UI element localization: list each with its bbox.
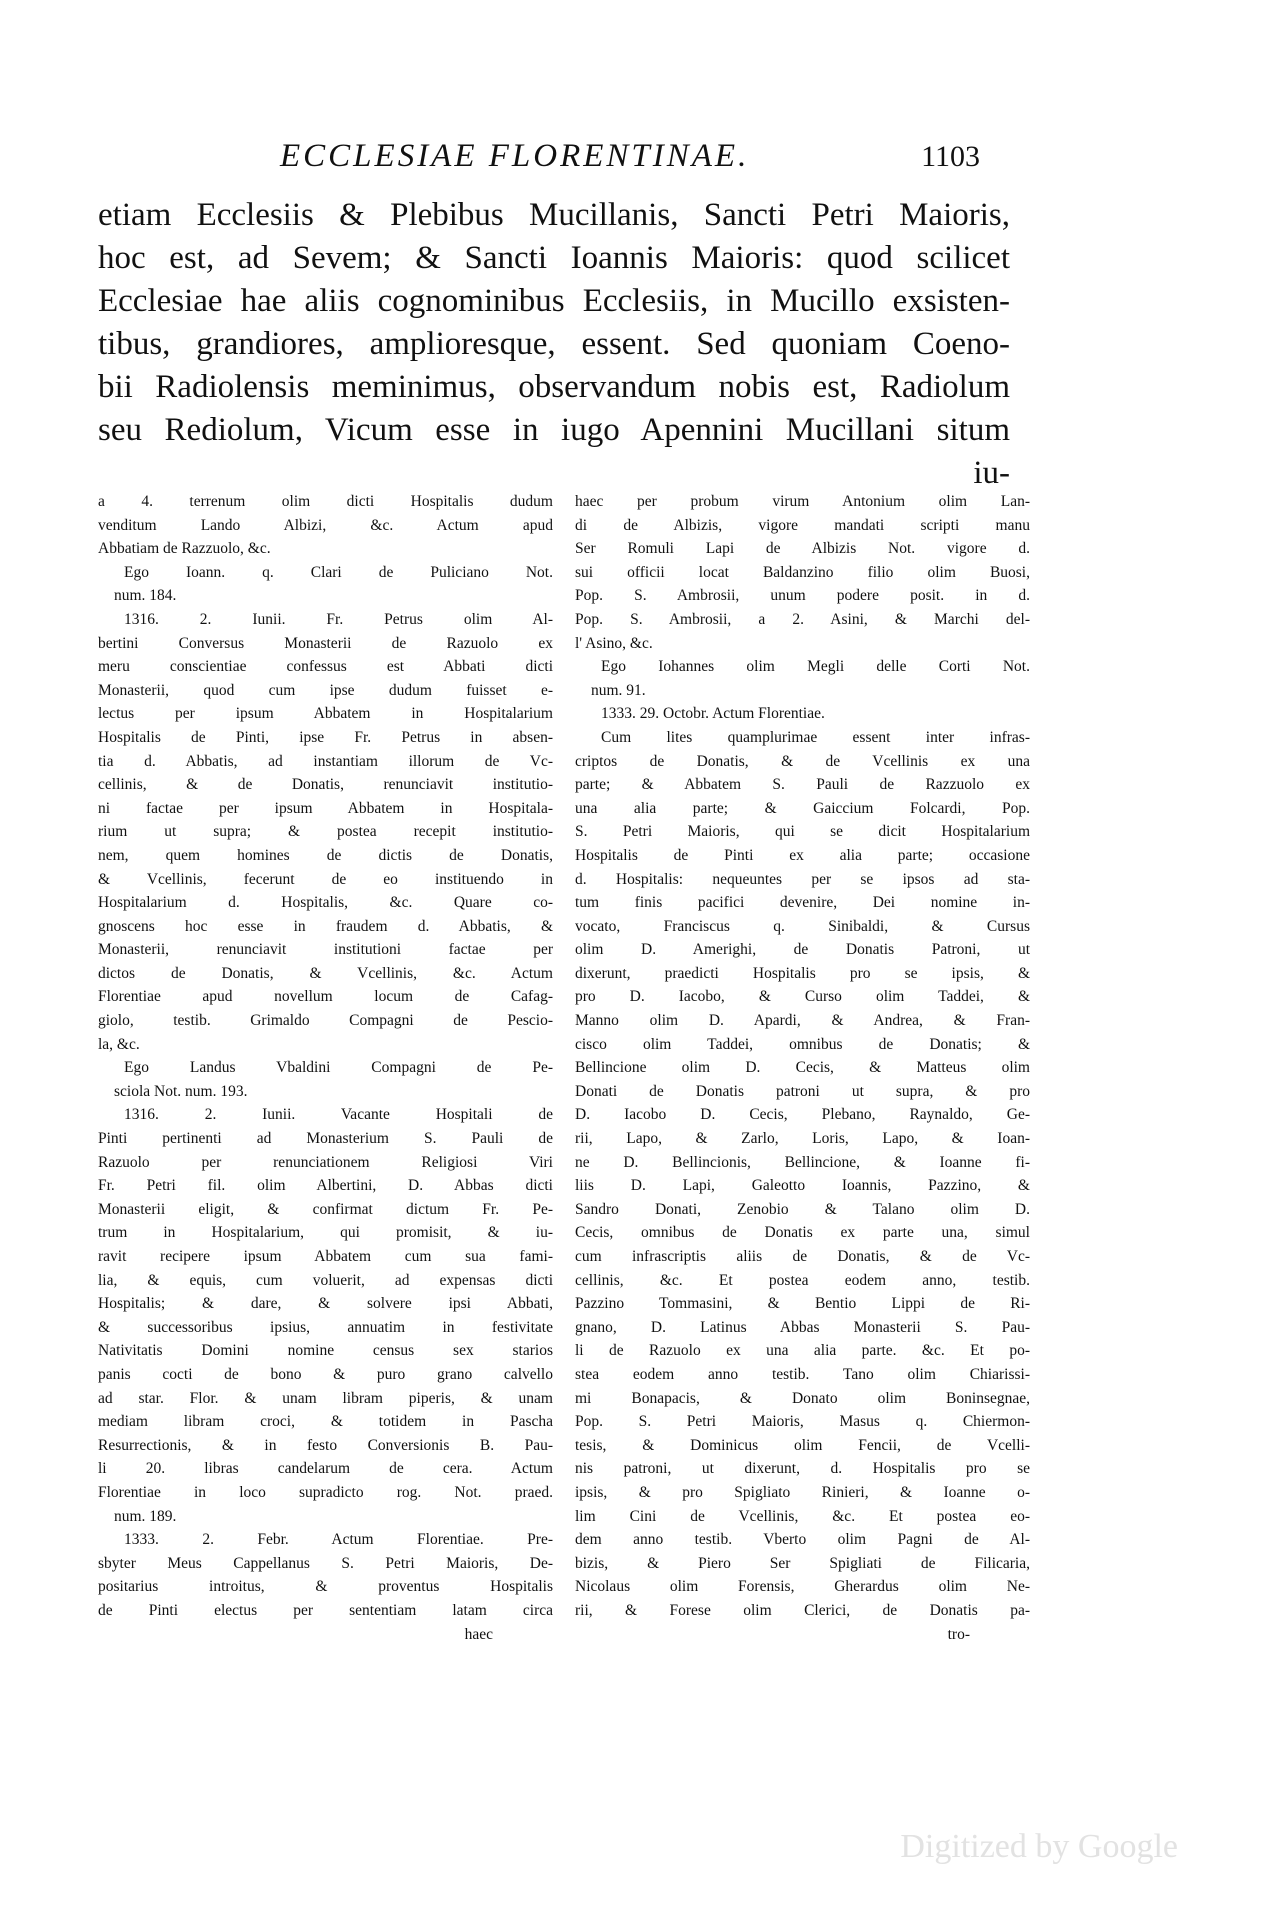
right-column-line: cum infrascriptis aliis de Donatis, & de Vc- [575, 1248, 1030, 1265]
left-column-line: gnoscens hoc esse in fraudem d. Abbatis, & [98, 917, 553, 935]
left-column-line: tia d. Abbatis, ad instantiam illorum de Vc- [98, 752, 553, 770]
main-text-line: iu- [973, 455, 1010, 491]
left-column-line: de Pinti electus per sententiam latam circa [98, 1601, 553, 1619]
right-column-line: nis patroni, ut dixerunt, d. Hospitalis pro se [575, 1460, 1030, 1478]
left-column-line: lia, & equis, cum voluerit, ad expensas dicti [98, 1271, 553, 1289]
right-column-line: dixerunt, praedicti Hospitalis pro se ipsis, & [575, 964, 1030, 982]
left-column-line: Fr. Petri fil. olim Albertini, D. Abbas dicti [98, 1177, 553, 1195]
left-column-line: Hospitalis; & dare, & solvere ipsi Abbati, [98, 1295, 553, 1313]
right-column-line: Nicolaus olim Forensis, Gherardus olim Ne- [575, 1578, 1030, 1596]
left-column-line: sbyter Meus Cappellanus S. Petri Maioris, De- [98, 1554, 553, 1572]
left-column-line: panis cocti de bono & puro grano calvello [98, 1365, 553, 1383]
left-column-line: trum in Hospitalarium, qui promisit, & iu- [98, 1224, 553, 1242]
right-column-line: pro D. Iacobo, & Curso olim Taddei, & [575, 988, 1030, 1006]
left-column-line: meru conscientiae confessus est Abbati dicti [98, 658, 553, 676]
left-column-line: Razuolo per renunciationem Religiosi Viri [98, 1153, 553, 1171]
left-column-line: la, &c. [98, 1035, 140, 1053]
left-footnote-column [98, 490, 553, 1646]
left-column-line: nem, quem homines de dictis de Donatis, [98, 846, 553, 864]
right-column-line: cellinis, &c. Et postea eodem anno, testib. [575, 1271, 1030, 1289]
main-text-line: hoc est, ad Sevem; & Sancti Ioannis Maioris: quod scilicet [98, 240, 1010, 276]
right-column-line: di de Albizis, vigore mandati scripti manu [575, 516, 1030, 534]
scan-watermark: Digitized by Google [900, 1828, 1178, 1865]
left-column-line: ad star. Flor. & unam libram piperis, & unam [98, 1389, 553, 1407]
right-column-line: stea eodem anno testib. Tano olim Chiarissi- [575, 1365, 1030, 1383]
right-column-line: Ser Romuli Lapi de Albizis Not. vigore d. [575, 540, 1030, 558]
right-column-line: bizis, & Piero Ser Spigliati de Filicaria, [575, 1554, 1030, 1572]
right-column-line: sui officii locat Baldanzino filio olim Buosi, [575, 563, 1030, 581]
left-column-line: Resurrectionis, & in festo Conversionis B. Pau- [98, 1436, 553, 1454]
page-number: 1103 [921, 140, 980, 173]
left-column-line: 1316. 2. Iunii. Fr. Petrus olim Al- [124, 610, 553, 628]
left-column-line: Hospitalarium d. Hospitalis, &c. Quare co- [98, 894, 553, 912]
right-column-line: Pop. S. Ambrosii, a 2. Asini, & Marchi del- [575, 610, 1030, 628]
right-column-line: Ego Iohannes olim Megli delle Corti Not. [601, 658, 1030, 676]
left-column-line: ravit recipere ipsum Abbatem cum sua fami- [98, 1248, 553, 1265]
right-column-line: tro- [947, 1625, 970, 1643]
right-column-line: D. Iacobo D. Cecis, Plebano, Raynaldo, Ge- [575, 1106, 1030, 1124]
left-column-line: 1316. 2. Iunii. Vacante Hospitali de [124, 1106, 553, 1124]
left-column-line: mediam libram croci, & totidem in Pascha [98, 1413, 553, 1431]
main-text-line: Ecclesiae hae aliis cognominibus Ecclesiis, in Mucillo exsisten- [98, 283, 1010, 319]
right-column-line: Manno olim D. Apardi, & Andrea, & Fran- [575, 1012, 1030, 1030]
left-column-line: ni factae per ipsum Abbatem in Hospitala- [98, 799, 553, 817]
right-column-line: Sandro Donati, Zenobio & Talano olim D. [575, 1200, 1030, 1218]
main-text-line: bii Radiolensis meminimus, observandum nobis est, Radiolum [98, 369, 1010, 405]
left-column-line: 1333. 2. Febr. Actum Florentiae. Pre- [124, 1531, 553, 1549]
page-header [280, 138, 980, 182]
main-text-line: tibus, grandiores, amplioresque, essent. Sed quoniam Coeno- [98, 326, 1010, 362]
right-column-line: Pop. S. Petri Maioris, Masus q. Chiermon- [575, 1413, 1030, 1431]
left-column-line: bertini Conversus Monasterii de Razuolo ex [98, 634, 553, 652]
right-column-line: haec per probum virum Antonium olim Lan- [575, 493, 1030, 510]
right-column-line: Cum lites quamplurimae essent inter infras- [601, 728, 1030, 746]
right-column-line: tesis, & Dominicus olim Fencii, de Vcelli- [575, 1436, 1030, 1454]
left-column-line: num. 189. [114, 1507, 177, 1525]
right-column-line: ne D. Bellincionis, Bellincione, & Ioanne fi- [575, 1153, 1030, 1171]
right-column-line: Pazzino Tommasini, & Bentio Lippi de Ri- [575, 1295, 1030, 1313]
left-column-line: venditum Lando Albizi, &c. Actum apud [98, 516, 553, 534]
right-column-line: Hospitalis de Pinti ex alia parte; occasione [575, 846, 1030, 864]
right-column-line: Pop. S. Ambrosii, unum podere posit. in d. [575, 587, 1030, 605]
right-column-line: ipsis, & pro Spigliato Rinieri, & Ioanne o- [575, 1483, 1030, 1501]
right-column-line: gnano, D. Latinus Abbas Monasterii S. Pau- [575, 1318, 1030, 1336]
right-column-line: num. 91. [591, 681, 646, 699]
right-column-line: 1333. 29. Octobr. Actum Florentiae. [601, 705, 825, 723]
right-column-line: d. Hospitalis: nequeuntes per se ipsos ad sta- [575, 870, 1030, 888]
right-column-line: mi Bonapacis, & Donato olim Boninsegnae, [575, 1389, 1030, 1407]
left-column-line: lectus per ipsum Abbatem in Hospitalarium [98, 705, 553, 723]
main-text-line: etiam Ecclesiis & Plebibus Mucillanis, Sancti Petri Maioris, [98, 197, 1010, 233]
left-column-line: a 4. terrenum olim dicti Hospitalis dudum [98, 493, 553, 510]
left-column-line: li 20. libras candelarum de cera. Actum [98, 1460, 553, 1478]
left-column-line: Florentiae in loco supradicto rog. Not. praed. [98, 1483, 553, 1501]
right-column-line: cisco olim Taddei, omnibus de Donatis; & [575, 1035, 1030, 1053]
left-column-line: Ego Landus Vbaldini Compagni de Pe- [124, 1059, 553, 1077]
left-column-line: num. 184. [114, 587, 177, 605]
left-column-line: Hospitalis de Pinti, ipse Fr. Petrus in absen- [98, 728, 553, 746]
left-column-line: rium ut supra; & postea recepit institutio- [98, 823, 553, 841]
left-column-line: haec [464, 1625, 493, 1643]
left-column-line: & successoribus ipsius, annuatim in festivitate [98, 1318, 553, 1336]
right-column-line: S. Petri Maioris, qui se dicit Hospitalarium [575, 823, 1030, 841]
right-column-line: criptos de Donatis, & de Vcellinis ex una [575, 752, 1030, 770]
right-column-line: Donati de Donatis patroni ut supra, & pro [575, 1082, 1030, 1100]
right-column-line: olim D. Amerighi, de Donatis Patroni, ut [575, 941, 1030, 959]
left-column-line: & Vcellinis, fecerunt de eo instituendo in [98, 870, 553, 888]
left-column-line: giolo, testib. Grimaldo Compagni de Pescio- [98, 1012, 553, 1030]
left-column-line: Pinti pertinenti ad Monasterium S. Pauli de [98, 1130, 553, 1148]
right-column-line: Bellincione olim D. Cecis, & Matteus olim [575, 1059, 1030, 1077]
right-column-line: una alia parte; & Gaiccium Folcardi, Pop. [575, 799, 1030, 817]
left-column-line: Monasterii eligit, & confirmat dictum Fr. Pe- [98, 1200, 553, 1218]
running-head: ECCLESIAE FLORENTINAE. [280, 138, 750, 174]
main-text-block [98, 194, 1010, 495]
right-column-line: dem anno testib. Vberto olim Pagni de Al- [575, 1531, 1030, 1549]
main-text-line: seu Rediolum, Vicum esse in iugo Apennini Mucillani situm [98, 412, 1010, 448]
left-column-line: dictos de Donatis, & Vcellinis, &c. Actum [98, 964, 553, 982]
right-column-line: Cecis, omnibus de Donatis ex parte una, simul [575, 1224, 1030, 1242]
right-column-line: lim Cini de Vcellinis, &c. Et postea eo- [575, 1507, 1030, 1525]
left-column-line: Nativitatis Domini nomine census sex starios [98, 1342, 553, 1360]
left-column-line: cellinis, & de Donatis, renunciavit institutio- [98, 776, 553, 794]
right-column-line: liis D. Lapi, Galeotto Ioannis, Pazzino, & [575, 1177, 1030, 1195]
left-column-line: Florentiae apud novellum locum de Cafag- [98, 988, 553, 1006]
left-column-line: Abbatiam de Razzuolo, &c. [98, 540, 271, 558]
right-column-line: vocato, Franciscus q. Sinibaldi, & Cursus [575, 917, 1030, 935]
left-column-line: Ego Ioann. q. Clari de Puliciano Not. [124, 563, 553, 581]
left-column-line: Monasterii, quod cum ipse dudum fuisset e- [98, 681, 553, 699]
right-column-line: tum finis pacifici devenire, Dei nomine in- [575, 894, 1030, 912]
right-column-line: li de Razuolo ex una alia parte. &c. Et po- [575, 1342, 1030, 1360]
right-column-line: rii, Lapo, & Zarlo, Loris, Lapo, & Ioan- [575, 1130, 1030, 1148]
left-column-line: Monasterii, renunciavit institutioni factae per [98, 941, 553, 959]
left-column-line: positarius introitus, & proventus Hospitalis [98, 1578, 553, 1596]
right-footnote-column [575, 490, 1030, 1646]
right-column-line: l' Asino, &c. [575, 634, 653, 652]
right-column-line: parte; & Abbatem S. Pauli de Razzuolo ex [575, 776, 1030, 794]
left-column-line: sciola Not. num. 193. [114, 1082, 248, 1100]
right-column-line: rii, & Forese olim Clerici, de Donatis pa- [575, 1601, 1030, 1619]
